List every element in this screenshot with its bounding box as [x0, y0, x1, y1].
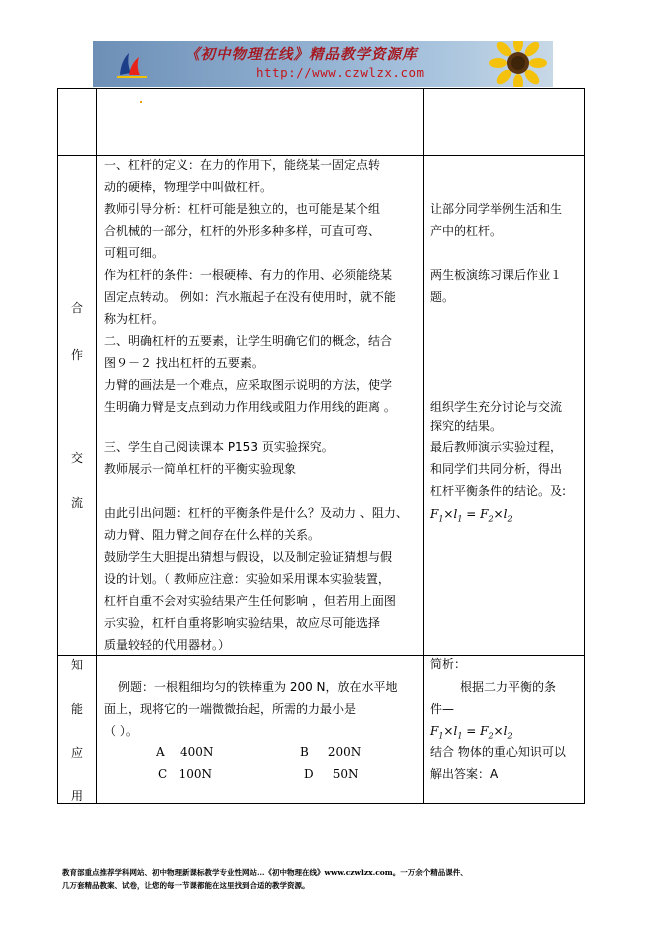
activity-line: 题。: [430, 290, 455, 304]
row-label-char: 作: [70, 348, 83, 362]
content-line: 作为杠杆的条件：一根硬棒、有力的作用、必须能绕某: [104, 268, 393, 282]
row-label-char: 合: [70, 301, 83, 315]
content-line: 三、学生自己阅读课本 P153 页实验探究。: [104, 440, 334, 454]
activity-line: 最后教师演示实验过程，: [430, 440, 563, 454]
analysis-line: 解出答案：A: [430, 767, 499, 781]
activity-line: 两生板演练习课后作业１: [430, 268, 563, 282]
content-line: 教师展示一简单杠杆的平衡实验现象: [104, 462, 297, 476]
option-d: D 50N: [304, 767, 359, 781]
row-label-char: 能: [70, 702, 83, 716]
content-line: 可粗可细。: [104, 246, 165, 260]
table-border-left: [57, 88, 58, 804]
content-line: 一、杠杆的定义：在力的作用下，能绕某一固定点转: [104, 158, 381, 172]
balance-formula: $F_1\times l_1 = F_2\times l_2$: [430, 507, 513, 524]
option-a: A 400N: [156, 745, 214, 759]
banner-title: 《初中物理在线》精品教学资源库: [185, 46, 418, 63]
content-line: 鼓励学生大胆提出猜想与假设，以及制定验证猜想与假: [104, 550, 393, 564]
activity-line: 探究的结果。: [430, 419, 503, 433]
content-line: 力臂的画法是一个难点，应采取图示说明的方法，使学: [104, 378, 393, 392]
banner-url[interactable]: http://www.czwlzx.com: [256, 65, 425, 80]
table-border-right: [584, 88, 585, 804]
content-line: 示实验，杠杆自重将影响实验结果，故应尽可能选择: [104, 616, 381, 630]
column-divider-1: [96, 88, 97, 804]
analysis-formula: $F_1\times l_1 = F_2\times l_2$: [430, 724, 513, 741]
example-line: 例题：一根粗细均匀的铁棒重为 200 N，放在水平地: [118, 680, 398, 694]
option-c: C 100N: [158, 767, 213, 781]
example-line: （ ）。: [104, 724, 138, 738]
example-line: 面上，现将它的一端微微抬起，所需的力最小是: [104, 702, 357, 716]
header-banner: [93, 41, 553, 87]
row-label-char: 知: [70, 658, 83, 672]
analysis-line: 结合 物体的重心知识可以: [430, 745, 566, 759]
content-line: 杠杆自重不会对实验结果产生任何影响 ，但若用上面图: [104, 594, 396, 608]
content-line: 二、明确杠杆的五要素，让学生明确它们的概念，结合: [104, 334, 393, 348]
content-line: 图９－２ 找出杠杆的五要素。: [104, 356, 264, 370]
footer-line: 教育部重点推荐学科网站、初中物理新课标教学专业性网站…《初中物理在线》www.czwlzx.com。一万余个精品课件、: [62, 868, 468, 877]
content-line: 固定点转动。 例如：汽水瓶起子在没有使用时，就不能: [104, 290, 396, 304]
row-label-char: 应: [70, 746, 83, 760]
option-b: B 200N: [300, 745, 362, 759]
content-line: 合机械的一部分，杠杆的外形多种多样，可直可弯、: [104, 224, 381, 238]
content-line: 动力臂、阻力臂之间存在什么样的关系。: [104, 528, 321, 542]
activity-line: 让部分同学举例生活和生: [430, 202, 563, 216]
row-label-char: 用: [70, 789, 83, 803]
content-line: 由此引出问题：杠杆的平衡条件是什么？及动力 、阻力、: [104, 506, 408, 520]
analysis-title: 简析：: [430, 657, 467, 671]
row-label-char: 流: [70, 496, 83, 510]
analysis-line: 件—: [430, 702, 455, 716]
site-logo-icon: [117, 49, 147, 79]
row-label-char: 交: [70, 451, 83, 465]
sunflower-image: [485, 41, 551, 87]
activity-line: 杠杆平衡条件的结论。及:: [430, 484, 567, 498]
content-line: 生明确力臂是支点到动力作用线或阻力作用线的距离 。: [104, 400, 396, 414]
footer-line: 几万套精品教案、试卷，让您的每一节课都能在这里找到合适的教学资源。: [62, 881, 310, 890]
activity-line: 和同学们共同分析，得出: [430, 462, 563, 476]
activity-line: 组织学生充分讨论与交流: [430, 400, 563, 414]
stray-mark: [140, 101, 142, 103]
table-border-bottom: [57, 803, 585, 804]
column-divider-2: [423, 88, 424, 804]
content-line: 教师引导分析：杠杆可能是独立的，也可能是某个组: [104, 202, 381, 216]
content-line: 称为杠杆。: [104, 312, 165, 326]
content-line: 设的计划。（ 教师应注意：实验如采用课本实验装置，: [104, 572, 390, 586]
content-line: 动的硬棒，物理学中叫做杠杆。: [104, 180, 273, 194]
content-line: 质量较轻的代用器材。）: [104, 638, 231, 652]
table-border-top: [57, 88, 585, 89]
analysis-line: 根据二力平衡的条: [460, 680, 557, 694]
activity-line: 产中的杠杆。: [430, 224, 503, 238]
